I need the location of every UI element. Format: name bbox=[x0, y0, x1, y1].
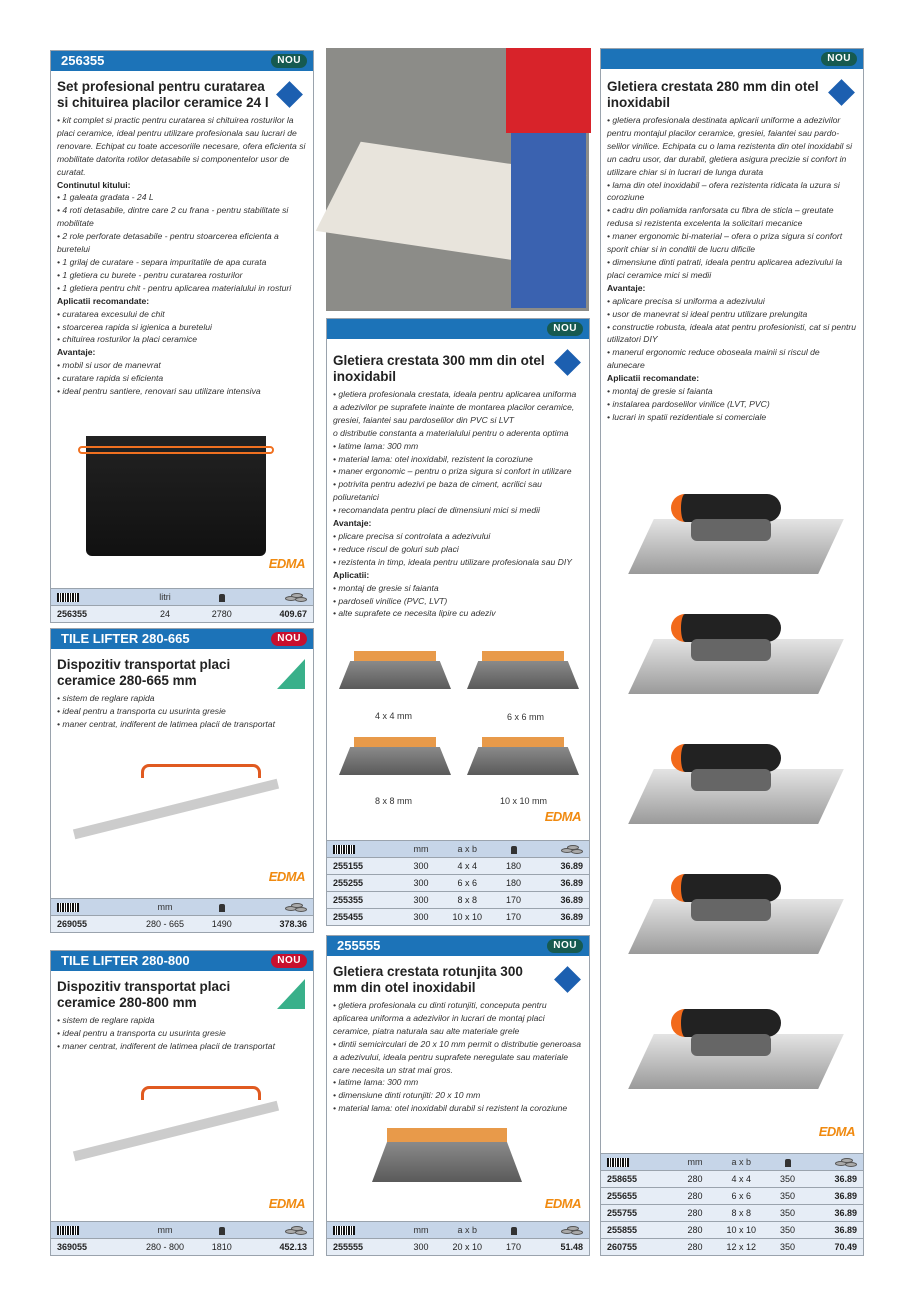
description-line: • material lama: otel inoxidabil, rezistent la coroziune bbox=[333, 453, 533, 464]
table-cell: 280 bbox=[687, 1208, 703, 1218]
description-line: • usor de manevrat si ideal pentru utilizare prelungita bbox=[607, 308, 808, 319]
size-label: 4 x 4 mm bbox=[375, 711, 413, 721]
table-cell: 300 bbox=[413, 912, 429, 922]
weight-icon bbox=[764, 1154, 810, 1170]
card-header bbox=[51, 951, 313, 971]
price-table bbox=[51, 898, 313, 932]
product-code: 255655 bbox=[607, 1191, 638, 1201]
table-row bbox=[327, 891, 589, 908]
new-badge: NOU bbox=[271, 54, 307, 68]
description-line: • dimensiune dinti rotunjiti: 20 x 10 mm bbox=[333, 1090, 481, 1101]
table-header bbox=[327, 1221, 589, 1238]
set-square-icon bbox=[277, 979, 305, 1009]
adhesive-icon bbox=[276, 81, 303, 108]
product-code: 255155 bbox=[333, 861, 364, 871]
product-code: 256355 bbox=[57, 609, 88, 619]
column-header: a x b bbox=[457, 844, 478, 854]
product-code: 255255 bbox=[333, 878, 364, 888]
description-line: • pardoseli vinilice (PVC, LVT) bbox=[333, 595, 448, 606]
description-line: • montaj de gresie si faianta bbox=[607, 386, 713, 397]
card-header bbox=[327, 936, 589, 956]
trowel-image bbox=[631, 869, 831, 969]
description-line: • ideal pentru a transporta cu usurinta gresie bbox=[57, 705, 226, 716]
description-line: • chituirea rosturilor la placi ceramice bbox=[57, 334, 198, 345]
column-header: mm bbox=[157, 1225, 173, 1235]
edma-logo: EDMA bbox=[544, 809, 581, 824]
description-line: • potrivita pentru adezivi pe baza de ciment, acrilici sau poliuretanici bbox=[333, 479, 542, 503]
table-cell: 350 bbox=[780, 1225, 796, 1235]
table-cell: 6 x 6 bbox=[731, 1191, 752, 1201]
tile-lifter-usage-photo bbox=[326, 48, 589, 311]
product-card-tile-lifter-800 bbox=[50, 950, 314, 1256]
table-cell: 20 x 10 bbox=[452, 1242, 483, 1252]
description-line: • gletiera profesionala destinata aplicarii uniforme a adezivilor pentru montajul placilor ceramice, gresiei, faiantei sau pardo-selilor vinilice. Echipata cu o lama rezistenta din otel inoxidabil si un cadru usor, dar durabil, gletiera asigura precizie si confort in utilizare chiar si in lucrari de lunga durata bbox=[607, 115, 853, 177]
table-row bbox=[601, 1238, 863, 1255]
price: 36.89 bbox=[560, 878, 583, 888]
weight-icon bbox=[490, 1222, 536, 1238]
table-cell: 350 bbox=[780, 1191, 796, 1201]
size-label: 10 x 10 mm bbox=[500, 796, 548, 806]
price: 51.48 bbox=[560, 1242, 583, 1252]
table-row bbox=[601, 1204, 863, 1221]
price: 36.89 bbox=[834, 1225, 857, 1235]
description-line: • gletiera profesionala crestata, ideala pentru aplicarea uniforma a adezivilor pe suprafete inainte de montarea placilor ceramice, gresiei, faiantei sau pardoselilor din PVC si LVT bbox=[333, 389, 577, 425]
table-cell: 12 x 12 bbox=[726, 1242, 757, 1252]
price-table bbox=[327, 1221, 589, 1255]
price-coins-icon bbox=[537, 1222, 589, 1238]
weight-icon bbox=[193, 899, 250, 915]
price-table bbox=[327, 840, 589, 925]
barcode-icon bbox=[51, 899, 137, 915]
description-line: • sistem de reglare rapida bbox=[57, 693, 155, 703]
rounded-trowel-image bbox=[372, 1128, 522, 1188]
column-header: a x b bbox=[457, 1225, 478, 1235]
product-card-tile-lifter-665 bbox=[50, 628, 314, 933]
price: 36.89 bbox=[560, 895, 583, 905]
price-coins-icon bbox=[250, 899, 313, 915]
weight-icon bbox=[490, 841, 536, 857]
table-row bbox=[327, 1238, 589, 1255]
trowel-image bbox=[631, 1004, 831, 1104]
description-line: • 2 role perforate detasabile - pentru stoarcerea eficienta a buretelui bbox=[57, 231, 279, 255]
price-coins-icon bbox=[811, 1154, 863, 1170]
trowel-image bbox=[631, 739, 831, 839]
table-cell: 280 bbox=[687, 1242, 703, 1252]
product-code: 256355 bbox=[61, 53, 105, 68]
product-code: 258655 bbox=[607, 1174, 638, 1184]
table-cell: 180 bbox=[506, 861, 522, 871]
table-cell: 280 - 665 bbox=[145, 919, 184, 929]
adhesive-icon bbox=[554, 966, 581, 993]
barcode-icon bbox=[327, 1222, 398, 1238]
barcode-icon bbox=[51, 589, 137, 605]
column-header: a x b bbox=[731, 1157, 752, 1167]
section-heading: Avantaje: bbox=[607, 282, 646, 293]
product-title: Dispozitiv transportat placi ceramice 280-800 mm bbox=[57, 979, 231, 1010]
price: 409.67 bbox=[279, 609, 307, 619]
description-line: • maner ergonomic – pentru o priza sigura si confort in utilizare bbox=[333, 466, 572, 477]
table-header bbox=[51, 1221, 313, 1238]
product-code: 269055 bbox=[57, 919, 88, 929]
description-line: • sistem de reglare rapida bbox=[57, 1015, 155, 1025]
description-line: • gletiera profesionala cu dinti rotunjiti, conceputa pentru aplicarea uniforma a adezivilor in lucrari de montaj placi ceramice, piatra naturala sau alte materiale grele bbox=[333, 1000, 547, 1036]
product-code: 255855 bbox=[607, 1225, 638, 1235]
description-line: o distributie constanta a materialului pentru o aderenta optima bbox=[333, 427, 569, 438]
description-line: • maner ergonomic bi-material – ofera o priza sigura si confort sporit chiar si in conditii de lucru dificile bbox=[607, 231, 843, 255]
price: 70.49 bbox=[834, 1242, 857, 1252]
description-line: • curatarea excesului de chit bbox=[57, 308, 165, 319]
product-code: 255555 bbox=[337, 938, 381, 953]
price-table bbox=[51, 1221, 313, 1255]
product-code: 260755 bbox=[607, 1242, 638, 1252]
description-line: • lama din otel inoxidabil – ofera rezistenta ridicata la uzura si coroziune bbox=[607, 179, 840, 203]
description-line: • instalarea pardoselilor vinilice (LVT, PVC) bbox=[607, 398, 770, 409]
column-header: litri bbox=[159, 592, 171, 602]
adhesive-icon bbox=[554, 349, 581, 376]
description-line: • alte suprafete ce necesita lipire cu adeziv bbox=[333, 608, 496, 619]
product-code: 255355 bbox=[333, 895, 364, 905]
description-line: • kit complet si practic pentru curatarea si chituirea rosturilor la placi ceramice, ideal pentru utilizare profesionala sau lucrari de renovare. Echipat cu toate accesoriile necesare, ofera eficienta si mobilitate datorita rotilor detasabile si componentelor usor de curatat. bbox=[57, 115, 306, 177]
tile-lifter-image bbox=[71, 759, 286, 829]
price-table bbox=[51, 588, 313, 622]
barcode-icon bbox=[51, 1222, 137, 1238]
table-cell: 170 bbox=[506, 912, 522, 922]
product-title: Gletiera crestata rotunjita 300 mm din otel inoxidabil bbox=[333, 964, 523, 995]
description-line: • material lama: otel inoxidabil durabil si rezistent la coroziune bbox=[333, 1103, 568, 1114]
table-cell: 280 bbox=[687, 1174, 703, 1184]
table-row bbox=[51, 1238, 313, 1255]
product-description bbox=[601, 114, 863, 424]
product-description bbox=[327, 388, 589, 620]
card-header bbox=[51, 51, 313, 71]
price-coins-icon bbox=[250, 1222, 313, 1238]
product-description bbox=[51, 114, 313, 398]
table-cell: 280 bbox=[687, 1225, 703, 1235]
product-code: 255755 bbox=[607, 1208, 638, 1218]
description-line: • maner centrat, indiferent de latimea placii de transportat bbox=[57, 1040, 275, 1051]
price: 452.13 bbox=[279, 1242, 307, 1252]
weight-icon bbox=[193, 1222, 250, 1238]
table-row bbox=[601, 1187, 863, 1204]
description-line: • mobil si usor de manevrat bbox=[57, 360, 161, 371]
trowel-image bbox=[631, 609, 831, 709]
description-line: • constructie robusta, ideala atat pentru profesionisti, cat si pentru utilizatori DIY bbox=[607, 321, 857, 345]
trowel-10x10-image bbox=[467, 737, 579, 777]
product-title: Gletiera crestata 280 mm din otel inoxidabil bbox=[607, 79, 819, 110]
card-header bbox=[327, 319, 589, 339]
product-description bbox=[51, 692, 313, 731]
price-coins-icon bbox=[250, 589, 313, 605]
product-code: 255555 bbox=[333, 1242, 364, 1252]
new-badge: NOU bbox=[547, 322, 583, 336]
size-label: 6 x 6 mm bbox=[507, 712, 545, 722]
description-line: • cadru din poliamida ranforsata cu fibra de sticla – greutate redusa si rezistenta excelenta la solicitari mecanice bbox=[607, 205, 834, 229]
table-row bbox=[601, 1170, 863, 1187]
product-card-rounded-trowel bbox=[326, 935, 590, 1256]
table-cell: 24 bbox=[159, 609, 170, 619]
description-line: • curatare rapida si eficienta bbox=[57, 373, 164, 384]
description-line: • stoarcerea rapida si igienica a buretelui bbox=[57, 321, 212, 332]
product-title: Dispozitiv transportat placi ceramice 280-665 mm bbox=[57, 657, 231, 688]
product-title: Gletiera crestata 300 mm din otel inoxidabil bbox=[333, 353, 545, 384]
description-line: • manerul ergonomic reduce oboseala mainii si riscul de alunecare bbox=[607, 347, 820, 371]
product-card-kit bbox=[50, 50, 314, 623]
description-line: • 1 grilaj de curatare - separa impuritatile de apa curata bbox=[57, 256, 267, 267]
edma-logo: EDMA bbox=[818, 1124, 855, 1139]
table-row bbox=[327, 908, 589, 925]
product-card-notched-trowel-280 bbox=[600, 48, 864, 1256]
column-header: mm bbox=[157, 902, 173, 912]
description-line: • rezistenta in timp, ideala pentru utilizare profesionala sau DIY bbox=[333, 556, 572, 567]
table-header bbox=[601, 1153, 863, 1170]
table-cell: 300 bbox=[413, 1242, 429, 1252]
table-cell: 10 x 10 bbox=[452, 912, 483, 922]
table-cell: 1810 bbox=[211, 1242, 232, 1252]
table-cell: 10 x 10 bbox=[726, 1225, 757, 1235]
section-heading: Aplicatii: bbox=[333, 569, 370, 580]
table-row bbox=[601, 1221, 863, 1238]
table-cell: 8 x 8 bbox=[731, 1208, 752, 1218]
table-row bbox=[51, 605, 313, 622]
weight-icon bbox=[193, 589, 250, 605]
description-line: • 1 gletiera pentru chit - pentru aplicarea materialului in rosturi bbox=[57, 282, 292, 293]
description-line: • 1 gletiera cu burete - pentru curatarea rosturilor bbox=[57, 269, 243, 280]
edma-logo: EDMA bbox=[544, 1196, 581, 1211]
table-header bbox=[51, 898, 313, 915]
description-line: • 4 roti detasabile, dintre care 2 cu frana - pentru stabilitate si mobilitate bbox=[57, 205, 289, 229]
edma-logo: EDMA bbox=[268, 1196, 305, 1211]
price: 36.89 bbox=[560, 912, 583, 922]
table-cell: 300 bbox=[413, 895, 429, 905]
description-line: • lucrari in spatii rezidentiale si comerciale bbox=[607, 411, 767, 422]
table-cell: 280 bbox=[687, 1191, 703, 1201]
product-description bbox=[327, 999, 589, 1115]
description-line: • dintii semicirculari de 20 x 10 mm permit o distributie generoasa a adezivului, ideala pentru suprafete neregulate sau materiale care necesita un strat mai gros. bbox=[333, 1038, 582, 1075]
description-line: • ideal pentru a transporta cu usurinta gresie bbox=[57, 1027, 226, 1038]
table-cell: 300 bbox=[413, 861, 429, 871]
card-header bbox=[601, 49, 863, 69]
table-cell: 6 x 6 bbox=[457, 878, 478, 888]
new-badge: NOU bbox=[271, 954, 307, 968]
description-line: • recomandata pentru placi de dimensiuni mici si medii bbox=[333, 505, 540, 516]
table-cell: 1490 bbox=[211, 919, 232, 929]
description-line: • latime lama: 300 mm bbox=[333, 1077, 419, 1088]
product-name: TILE LIFTER 280-665 bbox=[61, 631, 190, 646]
description-line: • latime lama: 300 mm bbox=[333, 440, 419, 451]
section-heading: Aplicatii recomandate: bbox=[57, 295, 150, 306]
barcode-icon bbox=[327, 841, 398, 857]
tile-lifter-image bbox=[71, 1081, 286, 1151]
price: 36.89 bbox=[834, 1191, 857, 1201]
table-header bbox=[327, 840, 589, 857]
section-heading: Avantaje: bbox=[57, 347, 96, 358]
description-line: • ideal pentru santiere, renovari sau utilizare intensiva bbox=[57, 386, 261, 397]
product-name: TILE LIFTER 280-800 bbox=[61, 953, 190, 968]
description-line: • 1 galeata gradata - 24 L bbox=[57, 192, 154, 203]
price: 378.36 bbox=[279, 919, 307, 929]
table-cell: 4 x 4 bbox=[457, 861, 478, 871]
table-row bbox=[51, 915, 313, 932]
section-heading: Continutul kitului: bbox=[57, 179, 131, 190]
product-code: 369055 bbox=[57, 1242, 88, 1252]
column-header: mm bbox=[413, 844, 429, 854]
new-badge: NOU bbox=[547, 939, 583, 953]
column-header: mm bbox=[413, 1225, 429, 1235]
table-header bbox=[51, 588, 313, 605]
trowel-4x4-image bbox=[339, 651, 451, 691]
table-cell: 350 bbox=[780, 1208, 796, 1218]
table-cell: 300 bbox=[413, 878, 429, 888]
description-line: • montaj de gresie si faianta bbox=[333, 582, 439, 593]
table-cell: 350 bbox=[780, 1174, 796, 1184]
cleaning-kit-image bbox=[86, 406, 266, 556]
product-card-notched-trowel-300 bbox=[326, 318, 590, 926]
trowel-8x8-image bbox=[339, 737, 451, 777]
edma-logo: EDMA bbox=[268, 869, 305, 884]
table-row bbox=[327, 874, 589, 891]
price: 36.89 bbox=[560, 861, 583, 871]
description-line: • dimensiune dinti patrati, ideala pentru aplicarea adezivului la placi ceramice mici si medii bbox=[607, 256, 843, 280]
new-badge: NOU bbox=[821, 52, 857, 66]
trowel-6x6-image bbox=[467, 651, 579, 691]
card-header bbox=[51, 629, 313, 649]
product-code: 255455 bbox=[333, 912, 364, 922]
product-title: Set profesional pentru curatarea si chituirea placilor ceramice 24 l bbox=[57, 79, 269, 110]
barcode-icon bbox=[601, 1154, 672, 1170]
table-cell: 170 bbox=[506, 895, 522, 905]
new-badge: NOU bbox=[271, 632, 307, 646]
table-cell: 170 bbox=[506, 1242, 522, 1252]
table-row bbox=[327, 857, 589, 874]
table-cell: 4 x 4 bbox=[731, 1174, 752, 1184]
column-header: mm bbox=[687, 1157, 703, 1167]
description-line: • reduce riscul de goluri sub placi bbox=[333, 543, 459, 554]
section-heading: Avantaje: bbox=[333, 518, 372, 529]
price-table bbox=[601, 1153, 863, 1255]
edma-logo: EDMA bbox=[268, 556, 305, 571]
description-line: • maner centrat, indiferent de latimea placii de transportat bbox=[57, 718, 275, 729]
table-cell: 280 - 800 bbox=[145, 1242, 184, 1252]
section-heading: Aplicatii recomandate: bbox=[607, 373, 700, 384]
adhesive-icon bbox=[828, 79, 855, 106]
set-square-icon bbox=[277, 659, 305, 689]
table-cell: 350 bbox=[780, 1242, 796, 1252]
table-cell: 8 x 8 bbox=[457, 895, 478, 905]
product-description bbox=[51, 1014, 313, 1053]
description-line: • aplicare precisa si uniforma a adezivului bbox=[607, 295, 765, 306]
trowel-image bbox=[631, 489, 831, 589]
table-cell: 2780 bbox=[211, 609, 232, 619]
price: 36.89 bbox=[834, 1208, 857, 1218]
size-label: 8 x 8 mm bbox=[375, 796, 413, 806]
description-line: • plicare precisa si controlata a adezivului bbox=[333, 530, 491, 541]
price: 36.89 bbox=[834, 1174, 857, 1184]
table-cell: 180 bbox=[506, 878, 522, 888]
price-coins-icon bbox=[537, 841, 589, 857]
